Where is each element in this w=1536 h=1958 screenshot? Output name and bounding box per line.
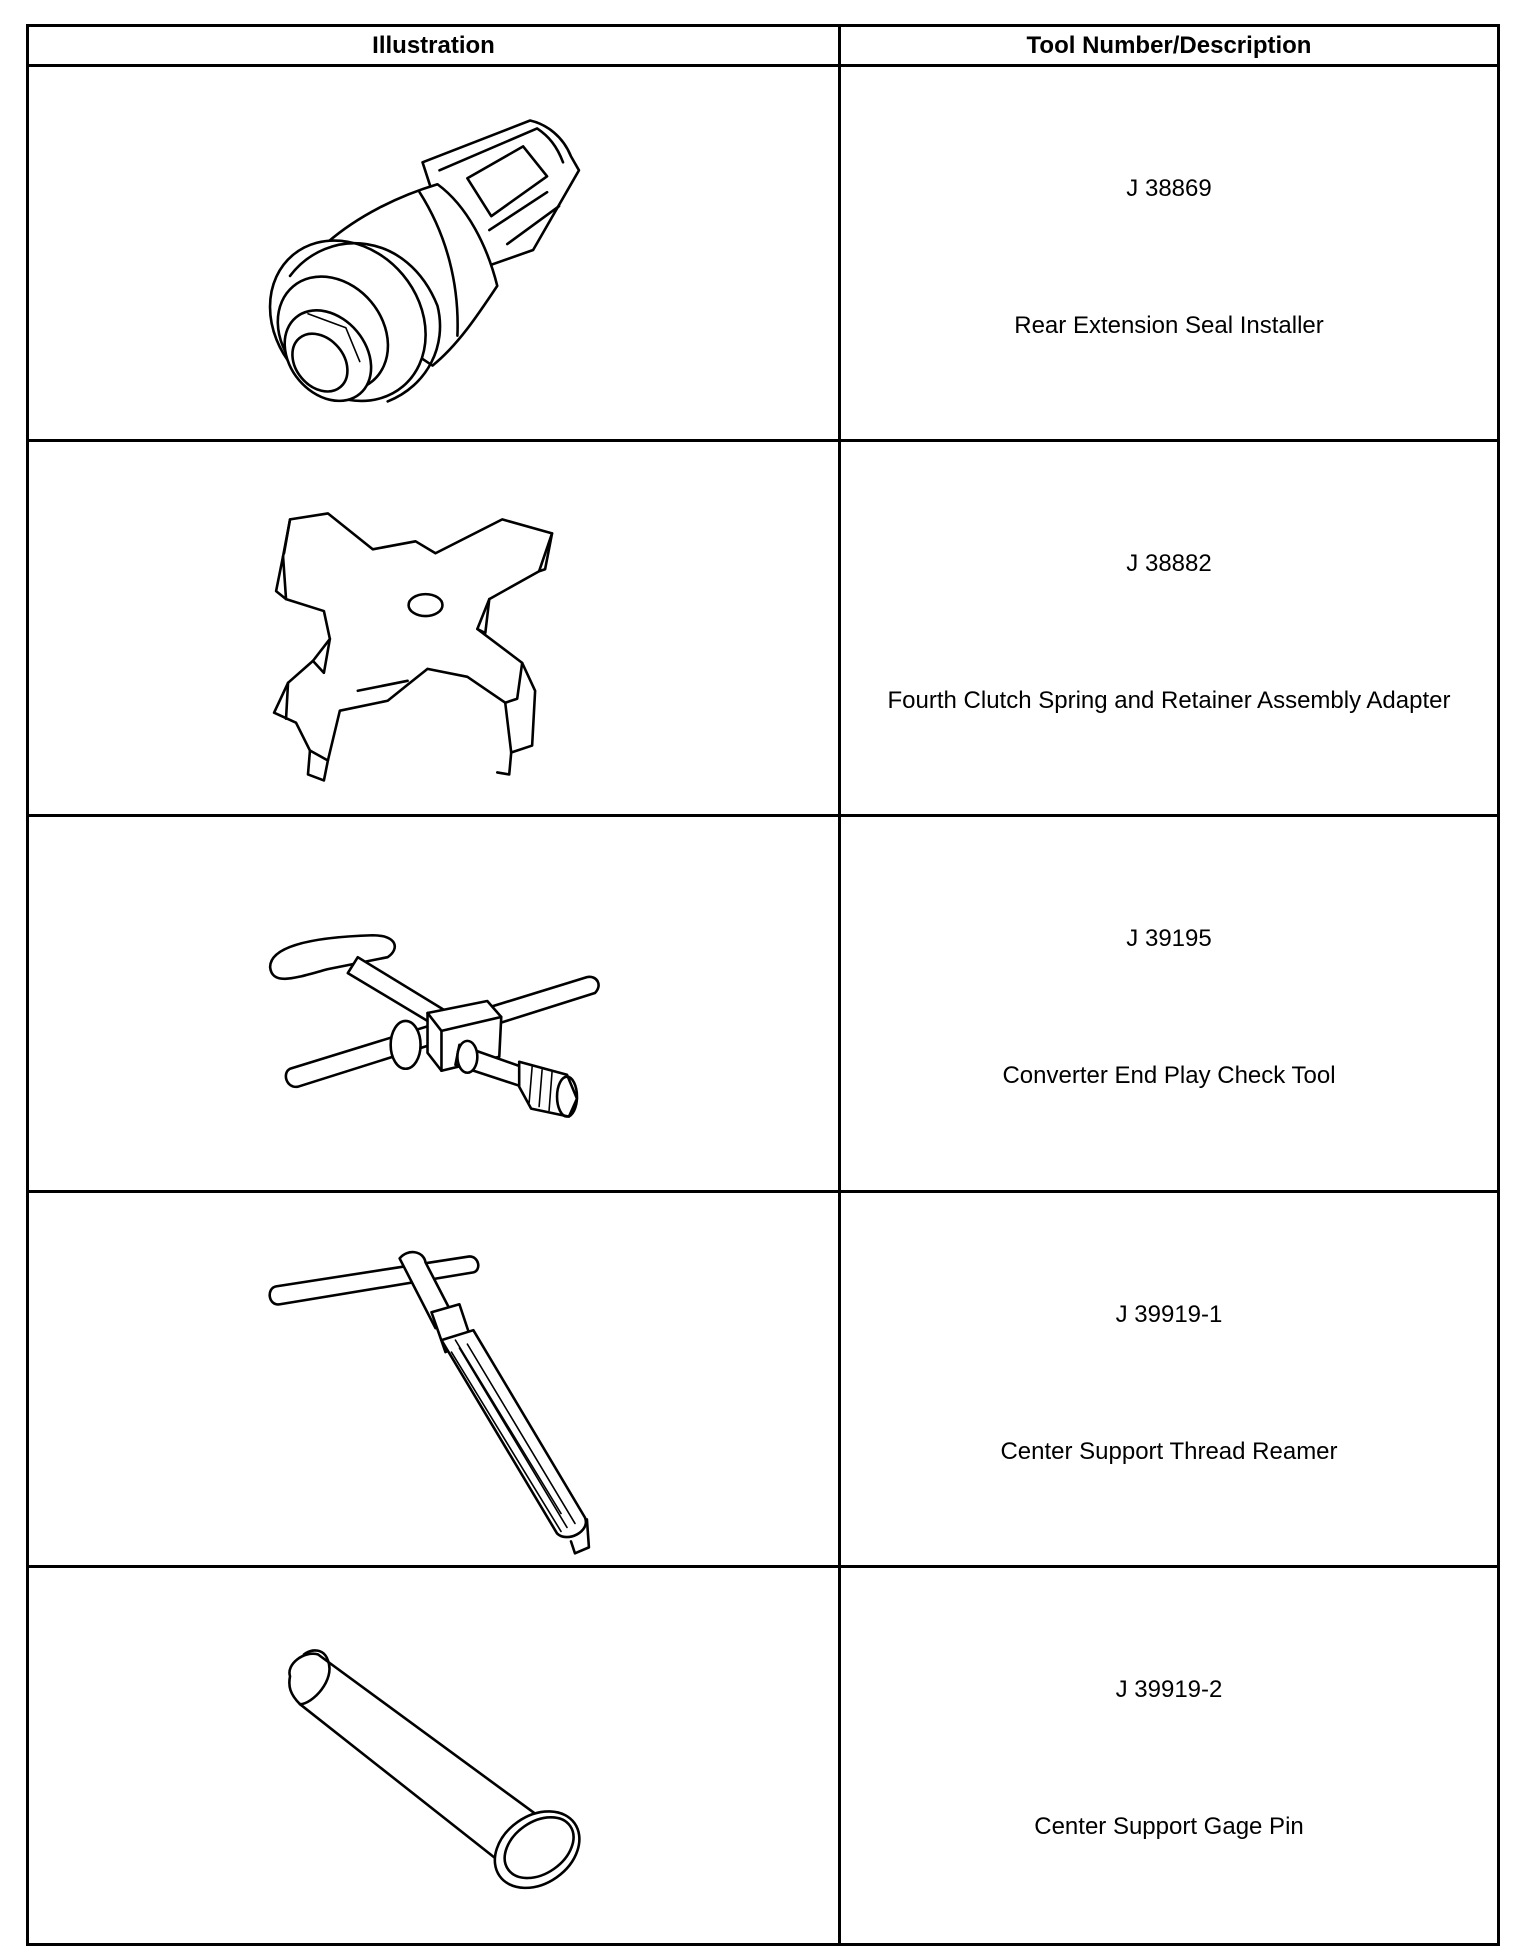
illustration-cell-1 [29, 67, 841, 442]
illustration-cell-3 [29, 817, 841, 1192]
description-cell-5 [841, 1568, 1497, 1943]
header-tool-number-description [841, 27, 1497, 67]
tool-number: J 39195 [1126, 925, 1212, 953]
end-play-check-tool-icon [29, 817, 838, 1190]
tool-description: Rear Extension Seal Installer [1014, 312, 1324, 339]
tool-description: Converter End Play Check Tool [1002, 1062, 1336, 1090]
tool-table [26, 24, 1500, 1946]
header-tool-label: Tool Number/Description [1026, 31, 1312, 59]
tool-number: J 39919-2 [1115, 1675, 1223, 1703]
description-cell-4 [841, 1193, 1497, 1568]
illustration-cell-2 [29, 442, 841, 817]
description-cell-2 [841, 442, 1497, 817]
gage-pin-icon [29, 1568, 838, 1942]
illustration-cell-5 [29, 1568, 841, 1943]
description-cell-1 [841, 67, 1497, 442]
tool-number: J 38882 [1126, 550, 1212, 578]
description-cell-3 [841, 817, 1497, 1192]
illustration-cell-4 [29, 1193, 841, 1568]
thread-reamer-icon [29, 1193, 838, 1566]
tool-number: J 38869 [1126, 175, 1212, 202]
tool-number: J 39919-1 [1115, 1300, 1223, 1328]
header-illustration [29, 27, 841, 67]
tool-description: Center Support Thread Reamer [1000, 1437, 1338, 1465]
seal-installer-icon [29, 67, 838, 440]
tool-description: Fourth Clutch Spring and Retainer Assembly Adapter [887, 687, 1451, 715]
header-illustration-label: Illustration [372, 31, 495, 59]
spring-adapter-icon [29, 442, 838, 815]
tool-description: Center Support Gage Pin [1034, 1812, 1304, 1840]
